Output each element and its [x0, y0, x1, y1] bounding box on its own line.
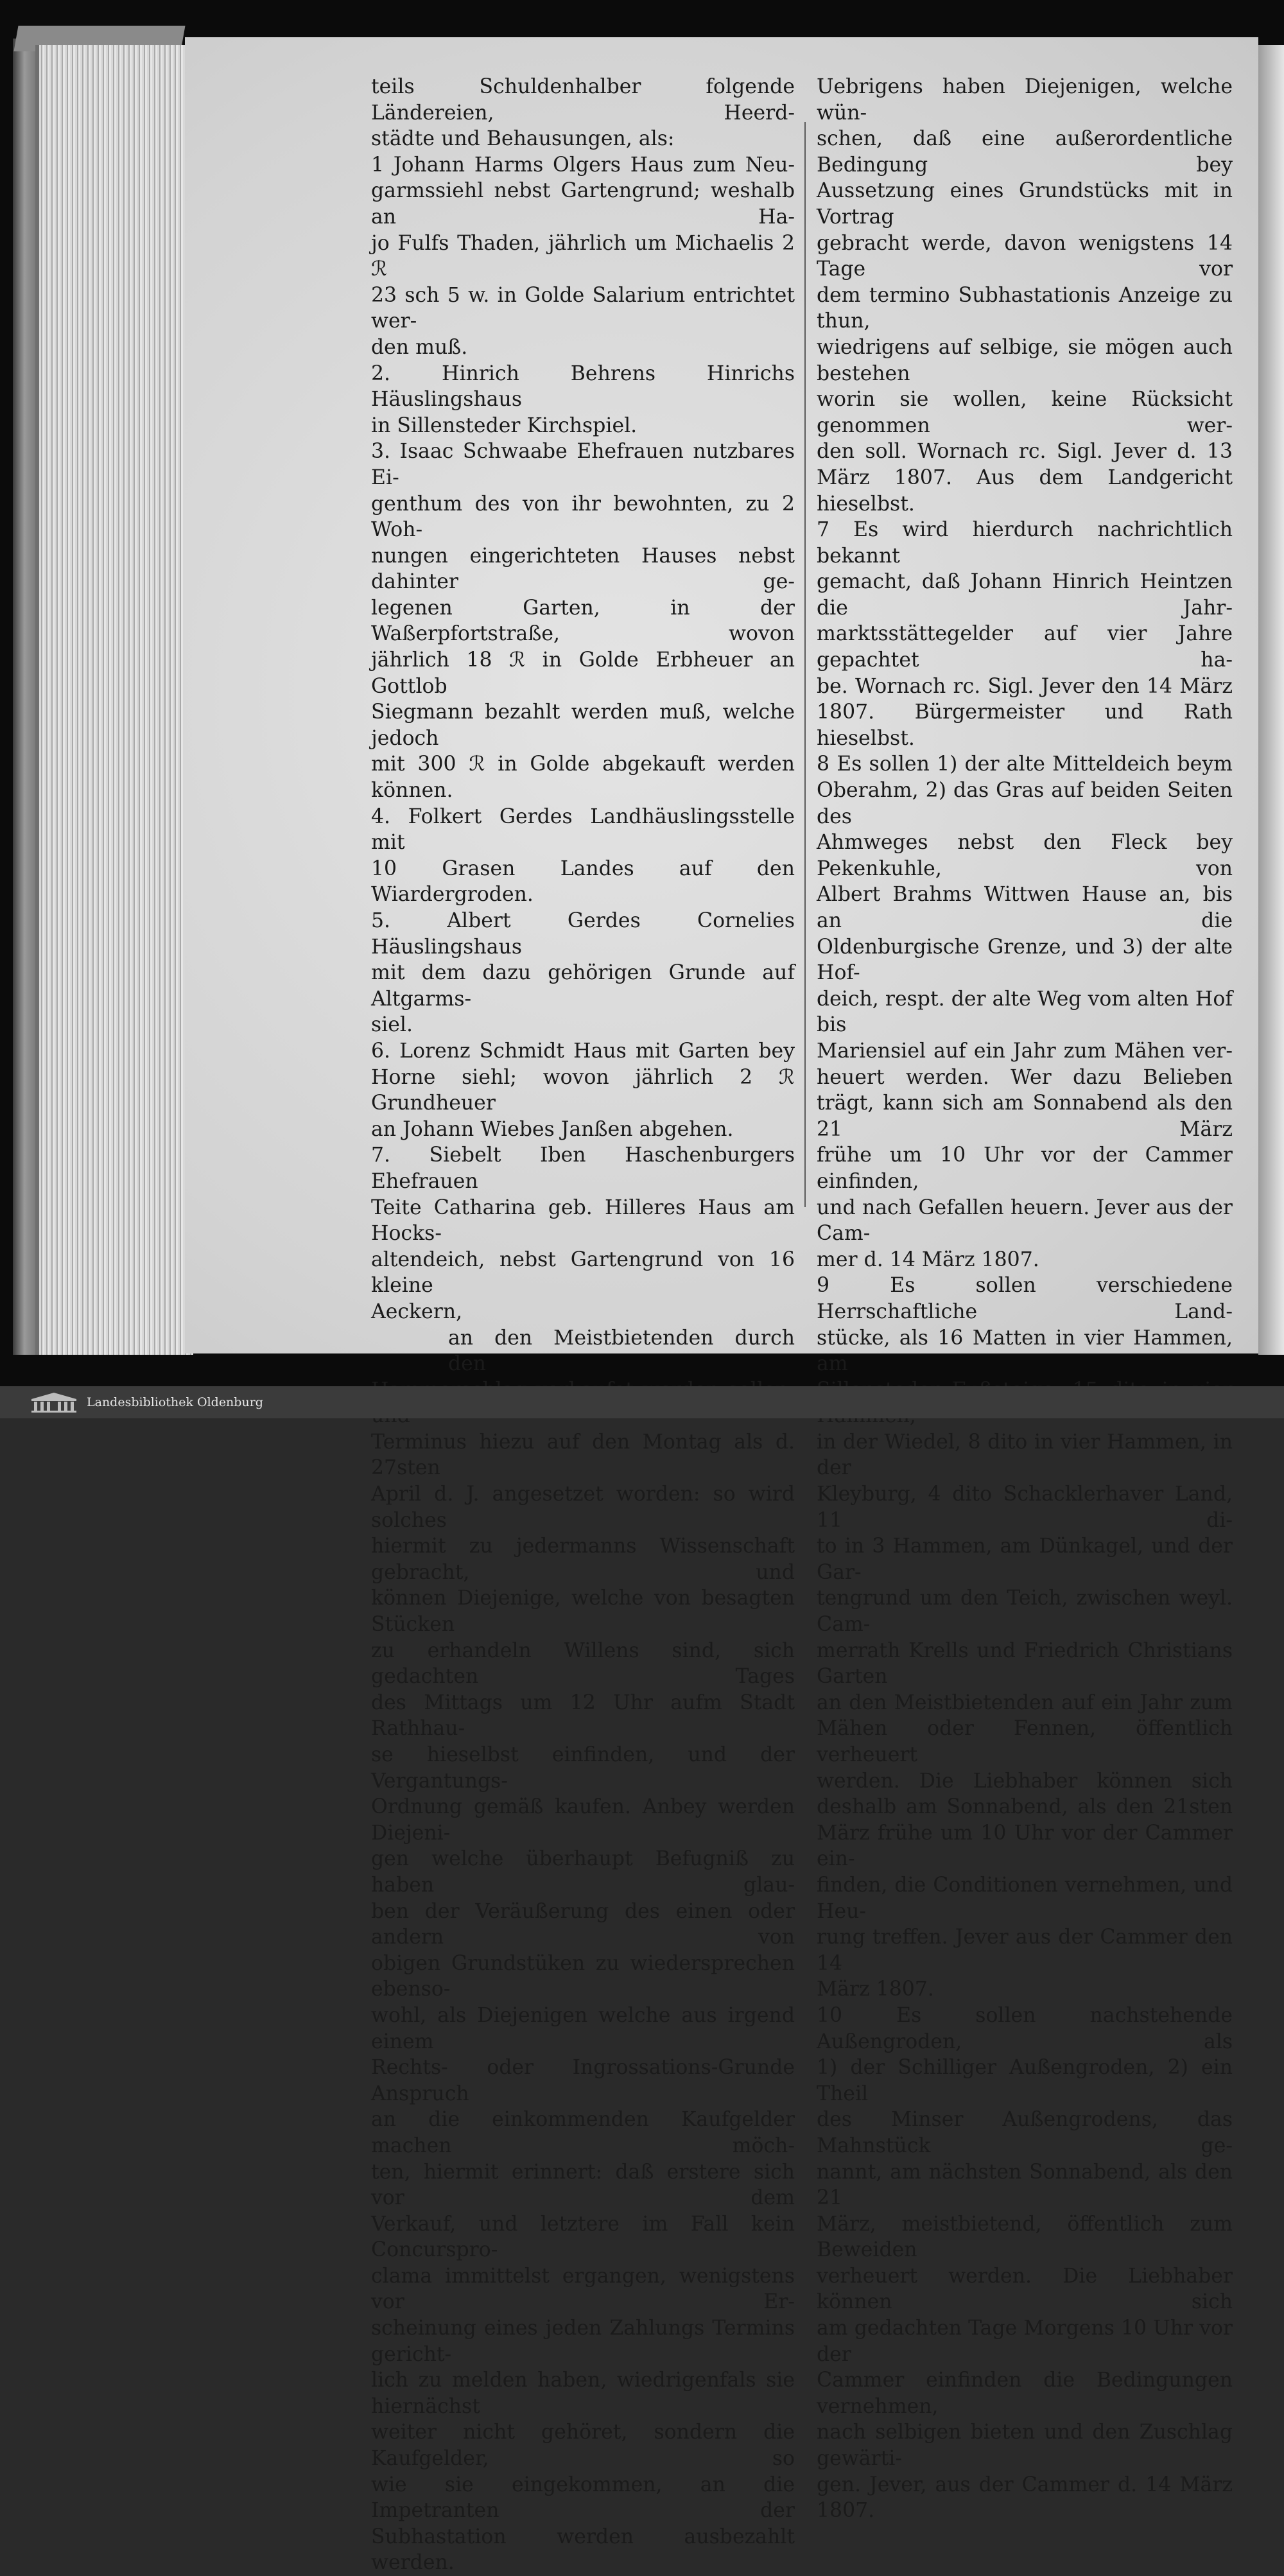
right-column-line: 8 Es sollen 1) der alte Mitteldeich beym [817, 753, 1233, 776]
right-column-line: dem termino Subhastationis Anzeige zu thun, [817, 283, 1233, 333]
left-column-line: ben der Veräußerung des einen oder andern von [371, 1899, 795, 1949]
left-column-line: Terminus hiezu auf den Montag als d. 27sten [371, 1430, 795, 1480]
left-column-line: se hieselbst einfinden, und der Vergantungs- [371, 1743, 795, 1793]
right-column-line: verheuert werden. Die Liebhaber können sich [817, 2264, 1233, 2314]
left-column-line: Rechts- oder Ingrossations-Grunde Anspruch [371, 2056, 795, 2105]
right-column-line: nannt, am nächsten Sonnabend, als den 21 [817, 2160, 1233, 2210]
right-column-line: Aussetzung eines Grundstücks mit in Vortrag [817, 179, 1233, 229]
left-column-line: an den Meistbietenden durch den [448, 1326, 795, 1376]
left-column-line: können Diejenige, welche von besagten Stücken [371, 1587, 795, 1637]
right-column-line: wiedrigens auf selbige, sie mögen auch bestehen [817, 335, 1233, 385]
right-column-line: und nach Gefallen heuern. Jever aus der Cam- [817, 1196, 1233, 1246]
left-column-line: des Mittags um 12 Uhr aufm Stadt Rathhau- [371, 1691, 795, 1741]
left-column-line: den muß. [371, 335, 468, 359]
left-column-line: Siegmann bezahlt werden muß, welche jedoch [371, 701, 795, 750]
right-column-line: tengrund um den Teich, zwischen weyl. Cam- [817, 1587, 1233, 1637]
left-text-column [371, 74, 795, 2576]
left-column-line: mit dem dazu gehörigen Grunde auf Altgarms- [371, 961, 795, 1011]
left-column-line: mit 300 ℛ in Golde abgekauft werden können. [371, 753, 795, 803]
right-column-line: deshalb am Sonnabend, als den 21sten [817, 1795, 1233, 1819]
left-column-line: gen welche überhaupt Befugniß zu haben glau- [371, 1847, 795, 1897]
right-column-line: marktsstättegelder auf vier Jahre gepachtet ha- [817, 622, 1233, 672]
left-column-line: zu erhandeln Willens sind, sich gedachten Tages [371, 1639, 795, 1689]
left-column-line: siel. [371, 1013, 413, 1037]
left-column-line: 2. Hinrich Behrens Hinrichs Häuslingshaus [371, 361, 795, 412]
left-column-line: teils Schuldenhalber folgende Ländereien, Heerd- [371, 75, 795, 125]
right-column-line: trägt, kann sich am Sonnabend als den 21 März [817, 1092, 1233, 1141]
left-column-line: ten, hiermit erinnert: daß erstere sich vor dem [371, 2160, 795, 2210]
right-column-line: Mariensiel auf ein Jahr zum Mähen ver- [817, 1039, 1233, 1063]
left-column-line: obigen Grundstüken zu wiedersprechen ebenso- [371, 1951, 795, 2001]
left-column-line: Horne siehl; wovon jährlich 2 ℛ Grundheuer [371, 1065, 795, 1115]
left-column-line: Verkauf, und letztere im Fall kein Concurspro- [371, 2212, 795, 2262]
right-column-line: am gedachten Tage Morgens 10 Uhr vor der [817, 2317, 1233, 2366]
left-column-line: wohl, als Diejenigen welche aus irgend einem [371, 2003, 795, 2053]
left-column-line: 1 Johann Harms Olgers Haus zum Neu- [371, 153, 795, 177]
right-column-line: März frühe um 10 Uhr vor der Cammer ein- [817, 1821, 1233, 1871]
right-column-line: gen. Jever, aus der Cammer d. 14 März 1807. [817, 2473, 1233, 2523]
right-column-line: rung treffen. Jever aus der Cammer den 14 [817, 1926, 1233, 1975]
right-column-line: Ahmweges nebst den Fleck bey Pekenkuhle, von [817, 831, 1233, 880]
left-column-line: 7. Siebelt Iben Haschenburgers Ehefrauen [371, 1144, 795, 1193]
library-name[interactable]: Landesbibliothek Oldenburg [87, 1395, 263, 1409]
left-column-line: scheinung eines jeden Zahlungs Termins gericht- [371, 2317, 795, 2366]
left-column-line: 3. Isaac Schwaabe Ehefrauen nutzbares Ei- [371, 440, 795, 489]
right-column-line: gemacht, daß Johann Hinrich Heintzen die Jahr- [817, 570, 1233, 620]
right-column-line: to in 3 Hammen, am Dünkagel, und der Gar- [817, 1535, 1233, 1584]
left-column-line: legenen Garten, in der Waßerpfortstraße, wovon [371, 596, 795, 646]
right-column-line: gebracht werde, davon wenigstens 14 Tage vor [817, 231, 1233, 281]
right-column-line: 1) der Schilliger Außengroden, 2) ein Theil [817, 2056, 1233, 2105]
right-column-line: 10 Es sollen nachstehende Außengroden, als [817, 2003, 1233, 2053]
left-column-line: lich zu melden haben, wiedrigenfals sie hiernächst [371, 2369, 795, 2418]
left-column-line: 4. Folkert Gerdes Landhäuslingsstelle mit [371, 805, 795, 855]
right-column-line: Albert Brahms Wittwen Hause an, bis an die [817, 883, 1233, 932]
viewer-footer [0, 1386, 1284, 1418]
right-column-line: Kleyburg, 4 dito Schacklerhaver Land, 11 di- [817, 1483, 1233, 1532]
column-divider [804, 122, 806, 1207]
left-column-line: Ordnung gemäß kaufen. Anbey werden Diejeni- [371, 1795, 795, 1845]
right-column-line: deich, respt. der alte Weg vom alten Hof bis [817, 987, 1233, 1037]
right-column-line: merrath Krells und Friedrich Christians Garten [817, 1639, 1233, 1689]
left-column-line: an Johann Wiebes Janßen abgehen. [371, 1117, 734, 1141]
left-column-line: April d. J. angesetzet worden: so wird solches [371, 1483, 795, 1532]
left-column-line: genthum des von ihr bewohnten, zu 2 Woh- [371, 492, 795, 542]
right-column-line: in der Wiedel, 8 dito in vier Hammen, in der [817, 1430, 1233, 1480]
left-column-line: Aeckern, [371, 1300, 463, 1323]
left-column-line: städte und Behausungen, als: [371, 127, 675, 151]
left-column-line: 10 Grasen Landes auf den Wiardergroden. [371, 857, 795, 907]
right-column-line: März 1807. Aus dem Landgericht hieselbst. [817, 466, 1233, 516]
right-column-line: nach selbigen bieten und den Zuschlag gewärti- [817, 2421, 1233, 2471]
right-column-line: an den Meistbietenden auf ein Jahr zum [817, 1691, 1233, 1714]
library-building-icon [29, 1391, 79, 1413]
left-column-line: nungen eingerichteten Hauses nebst dahinter ge- [371, 544, 795, 594]
right-column-line: be. Wornach rc. Sigl. Jever den 14 März [817, 674, 1233, 698]
right-column-line: heuert werden. Wer dazu Belieben [817, 1065, 1233, 1089]
left-column-line: in Sillensteder Kirchspiel. [371, 413, 638, 437]
right-column-line: März 1807. [817, 1978, 934, 2001]
left-column-line: 5. Albert Gerdes Cornelies Häuslingshaus [371, 909, 795, 959]
right-column-line: Oberahm, 2) das Gras auf beiden Seiten des [817, 779, 1233, 828]
right-column-line: 1807. Bürgermeister und Rath hieselbst. [817, 701, 1233, 750]
right-text-column [817, 74, 1233, 2524]
left-column-line: wie sie eingekommen, an die Impetranten der [371, 2473, 795, 2523]
right-column-line: Uebrigens haben Diejenigen, welche wün- [817, 75, 1233, 125]
left-column-line: 23 sch 5 w. in Golde Salarium entrichtet wer- [371, 283, 795, 333]
left-column-line: hiermit zu jedermanns Wissenschaft gebracht, und [371, 1535, 795, 1584]
page-stack-edges [35, 45, 193, 1355]
left-column-line: jährlich 18 ℛ in Golde Erbheuer an Gottlob [371, 648, 795, 698]
left-column-line: an die einkommenden Kaufgelder machen möch- [371, 2108, 795, 2157]
left-column-line: garmssiehl nebst Gartengrund; weshalb an Ha- [371, 179, 795, 229]
right-column-line: den soll. Wornach rc. Sigl. Jever d. 13 [817, 440, 1233, 464]
right-column-line: worin sie wollen, keine Rücksicht genommen wer- [817, 388, 1233, 437]
left-column-line: Subhastation werden ausbezahlt werden. [371, 2525, 795, 2575]
right-column-line: 9 Es sollen verschiedene Herrschaftliche Land- [817, 1274, 1233, 1323]
right-column-line: werden. Die Liebhaber können sich [817, 1769, 1233, 1793]
right-column-line: des Minser Außengrodens, das Mahnstück ge- [817, 2108, 1233, 2157]
right-column-line: finden, die Conditionen vernehmen, und Heu- [817, 1873, 1233, 1923]
left-column-line: altendeich, nebst Gartengrund von 16 kleine [371, 1248, 795, 1298]
right-column-line: frühe um 10 Uhr vor der Cammer einfinden, [817, 1144, 1233, 1193]
facing-page-edge [1258, 45, 1284, 1355]
right-column-line: Mähen oder Fennen, öffentlich verheuert [817, 1717, 1233, 1766]
left-column-line: jo Fulfs Thaden, jährlich um Michaelis 2 ℛ [371, 231, 795, 281]
left-column-line: weiter nicht gehöret, sondern die Kaufgelder, so [371, 2421, 795, 2471]
left-column-line: Teite Catharina geb. Hilleres Haus am Hocks- [371, 1196, 795, 1246]
right-column-line: März, meistbietend, öffentlich zum Beweiden [817, 2212, 1233, 2262]
right-column-line: schen, daß eine außerordentliche Bedingung bey [817, 127, 1233, 177]
right-column-line: Cammer einfinden die Bedingungen vernehmen, [817, 2369, 1233, 2418]
right-column-line: Oldenburgische Grenze, und 3) der alte Hof- [817, 935, 1233, 985]
right-column-line: stücke, als 16 Matten in vier Hammen, am [817, 1326, 1233, 1376]
left-column-line: clama immittelst ergangen, wenigstens vor Er- [371, 2264, 795, 2314]
left-column-line: 6. Lorenz Schmidt Haus mit Garten bey [371, 1039, 795, 1063]
right-column-line: mer d. 14 März 1807. [817, 1248, 1039, 1271]
right-column-line: 7 Es wird hierdurch nachrichtlich bekannt [817, 518, 1233, 568]
